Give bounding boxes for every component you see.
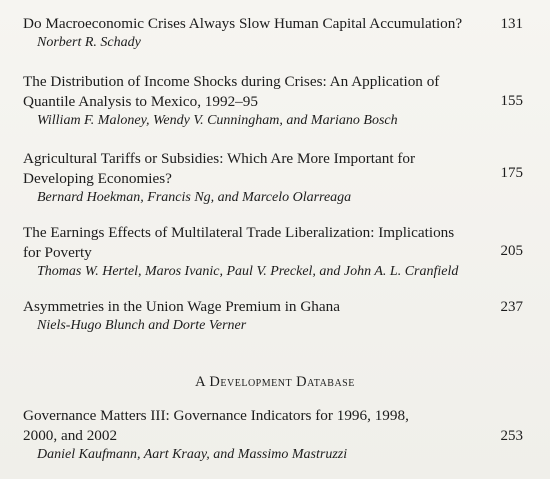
article-authors: Daniel Kaufmann, Aart Kraay, and Massimo Mastruzzi — [37, 447, 348, 462]
page-number: 175 — [500, 165, 523, 181]
article-title: Do Macroeconomic Crises Always Slow Human Capital Accumulation? — [23, 15, 463, 32]
article-authors: Norbert R. Schady — [37, 35, 141, 50]
toc-entry — [23, 223, 523, 281]
article-title: The Earnings Effects of Multilateral Trade Liberalization: Implications for Poverty — [23, 224, 455, 261]
page-number: 253 — [500, 428, 523, 444]
article-title: Governance Matters III: Governance Indicators for 1996, 1998, 2000, and 2002 — [23, 407, 409, 444]
page-number: 155 — [500, 93, 523, 109]
section-heading: A Development Database — [195, 374, 355, 390]
article-authors: William F. Maloney, Wendy V. Cunningham, and Mariano Bosch — [37, 113, 398, 128]
toc-entry — [23, 406, 523, 464]
article-authors: Bernard Hoekman, Francis Ng, and Marcelo Olarreaga — [37, 190, 352, 205]
page-number: 205 — [500, 243, 523, 259]
toc-entry — [23, 14, 523, 52]
toc-entry — [23, 149, 523, 207]
toc-entry — [23, 72, 523, 130]
article-title: Asymmetries in the Union Wage Premium in Ghana — [23, 298, 340, 315]
page-number: 131 — [500, 16, 523, 32]
article-authors: Thomas W. Hertel, Maros Ivanic, Paul V. Preckel, and John A. L. Cranfield — [37, 264, 459, 279]
article-title: The Distribution of Income Shocks during Crises: An Application of Quantile Analysis to Mexico, 1992–95 — [23, 73, 440, 110]
page-number: 237 — [500, 299, 523, 315]
toc-entry — [23, 297, 523, 335]
article-title: Agricultural Tariffs or Subsidies: Which Are More Important for Developing Economies? — [23, 150, 416, 187]
article-authors: Niels-Hugo Blunch and Dorte Verner — [37, 318, 247, 333]
